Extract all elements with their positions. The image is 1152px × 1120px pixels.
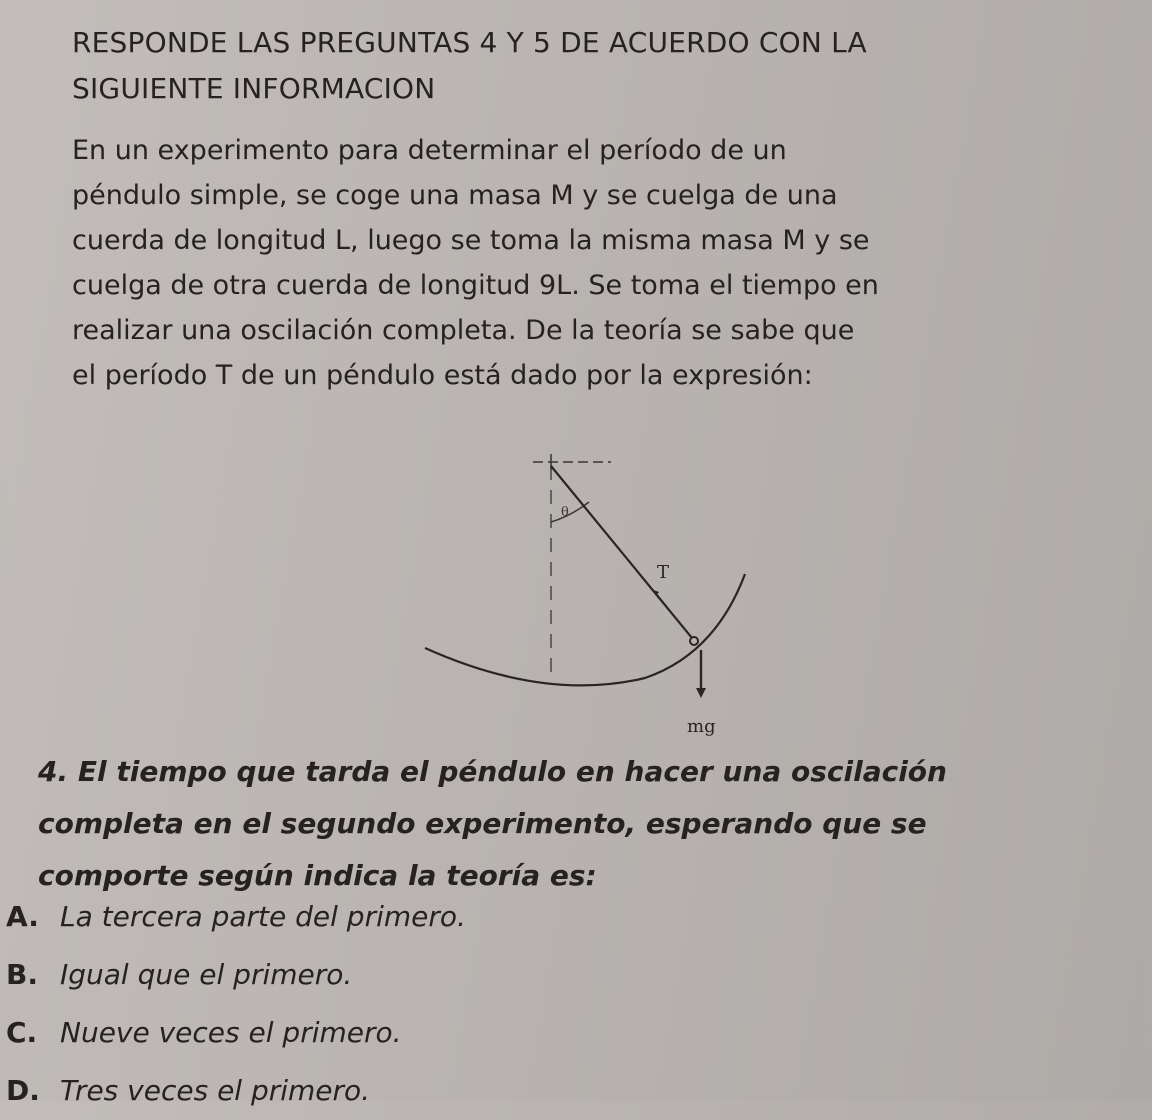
pendulum-string <box>551 466 692 638</box>
option-letter: C. <box>6 1016 38 1049</box>
option-text: Nueve veces el primero. <box>60 1016 402 1049</box>
heading-line: RESPONDE LAS PREGUNTAS 4 Y 5 DE ACUERDO CON LA <box>72 26 867 59</box>
option-letter: B. <box>6 958 38 991</box>
swing-path <box>425 574 745 685</box>
weight-arrowhead <box>696 688 706 698</box>
question-line: comporte según indica la teoría es: <box>38 859 597 892</box>
tension-label: T <box>657 562 670 583</box>
intro-line: En un experimento para determinar el período de un <box>72 135 787 166</box>
section-heading <box>72 20 1122 112</box>
option-text: Tres veces el primero. <box>60 1074 371 1107</box>
option-letter: D. <box>6 1074 40 1107</box>
question-line: completa en el segundo experimento, esperando que se <box>38 807 927 840</box>
option-text: La tercera parte del primero. <box>60 900 466 933</box>
pendulum-svg <box>415 440 775 740</box>
option-b[interactable] <box>6 946 906 1004</box>
weight-label: mg <box>687 716 716 737</box>
option-letter: A. <box>6 900 39 933</box>
question-4 <box>38 746 1138 902</box>
pendulum-bob <box>690 637 698 645</box>
option-c[interactable] <box>6 1004 906 1062</box>
intro-line: el período T de un péndulo está dado por la expresión: <box>72 360 813 391</box>
pendulum-diagram <box>415 440 775 740</box>
option-a[interactable] <box>6 888 906 946</box>
intro-line: cuerda de longitud L, luego se toma la misma masa M y se <box>72 225 870 256</box>
answer-options <box>6 888 906 1120</box>
intro-line: cuelga de otra cuerda de longitud 9L. Se toma el tiempo en <box>72 270 879 301</box>
option-d[interactable] <box>6 1062 906 1120</box>
angle-label: θ <box>561 505 569 520</box>
intro-line: péndulo simple, se coge una masa M y se cuelga de una <box>72 180 838 211</box>
intro-line: realizar una oscilación completa. De la teoría se sabe que <box>72 315 855 346</box>
question-line: 4. El tiempo que tarda el péndulo en hacer una oscilación <box>38 755 947 788</box>
option-text: Igual que el primero. <box>60 958 353 991</box>
intro-paragraph <box>72 128 1132 398</box>
heading-line: SIGUIENTE INFORMACION <box>72 72 436 105</box>
